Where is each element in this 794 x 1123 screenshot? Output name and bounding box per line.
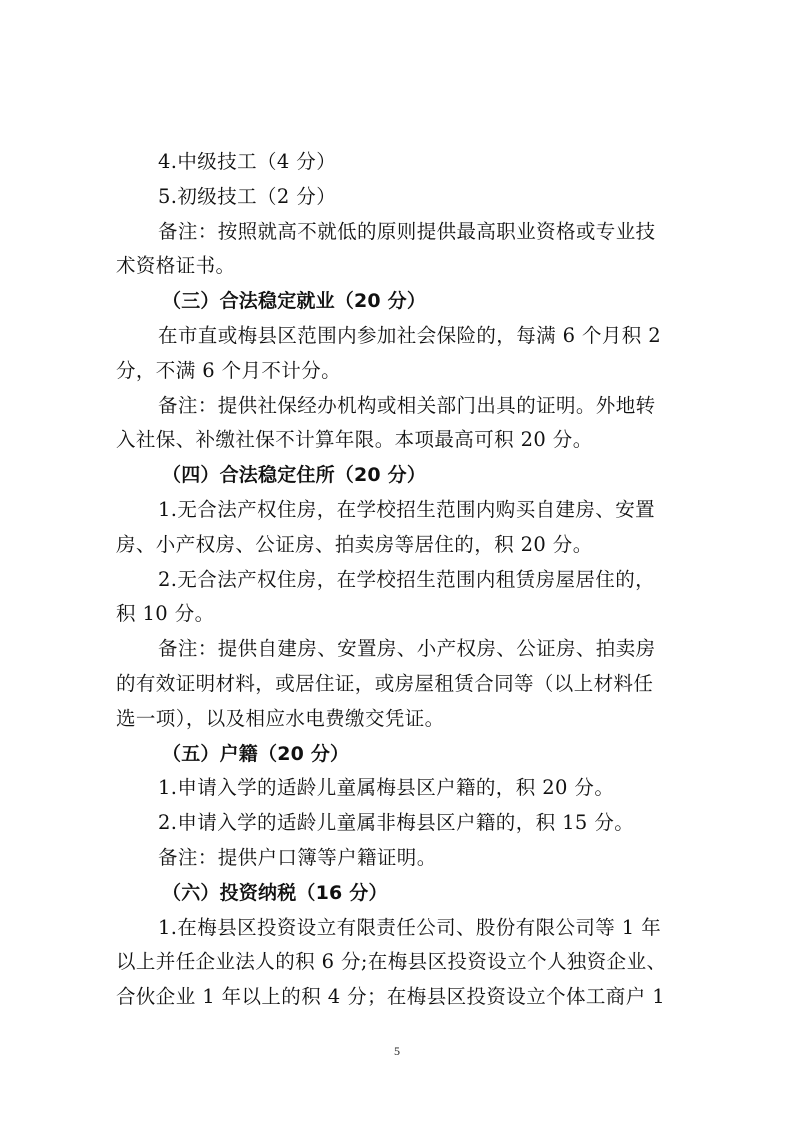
text-line: 积 10 分。 [116,602,215,626]
text-line: 房、小产权房、公证房、拍卖房等居住的，积 20 分。 [116,532,593,556]
text-line: 以上并任企业法人的积 6 分;在梅县区投资设立个人独资企业、 [116,950,667,974]
text-line: 在市直或梅县区范围内参加社会保险的，每满 6 个月积 2 [158,323,662,347]
text-line: 备注：提供社保经办机构或相关部门出具的证明。外地转 [158,393,656,417]
text-line: 备注：按照就高不就低的原则提供最高职业资格或专业技 [158,219,656,243]
text-line: 1.无合法产权住房，在学校招生范围内购买自建房、安置 [158,497,656,521]
text-line: 入社保、补缴社保不计算年限。本项最高可积 20 分。 [116,428,593,452]
section-heading: （五）户籍（20 分） [162,742,350,765]
section-heading: （四）合法稳定住所（20 分） [162,464,427,487]
text-line: 的有效证明材料，或居住证，或房屋租赁合同等（以上材料任 [116,671,654,695]
section-heading: （六）投资纳税（16 分） [162,881,388,904]
text-line: 选一项），以及相应水电费缴交凭证。 [116,706,445,730]
text-line: 2.无合法产权住房，在学校招生范围内租赁房屋居住的， [158,567,656,591]
text-line: 1.在梅县区投资设立有限责任公司、股份有限公司等 1 年 [158,915,662,939]
document-body [116,145,688,1015]
text-line: 5.初级技工（2 分） [158,184,337,208]
text-line: 1.申请入学的适龄儿童属梅县区户籍的，积 20 分。 [158,776,615,800]
text-line: 分，不满 6 个月不计分。 [116,358,342,382]
text-line: 2.申请入学的适龄儿童属非梅县区户籍的，积 15 分。 [158,811,635,835]
text-line: 合伙企业 1 年以上的积 4 分；在梅县区投资设立个体工商户 1 [116,985,666,1009]
text-line: 术资格证书。 [116,254,236,278]
text-line: 备注：提供自建房、安置房、小产权房、公证房、拍卖房 [158,637,656,661]
section-heading: （三）合法稳定就业（20 分） [162,290,427,313]
text-line: 4.中级技工（4 分） [158,150,337,173]
page-number: 5 [394,1044,400,1058]
text-line: 备注：提供户口簿等户籍证明。 [158,845,437,869]
